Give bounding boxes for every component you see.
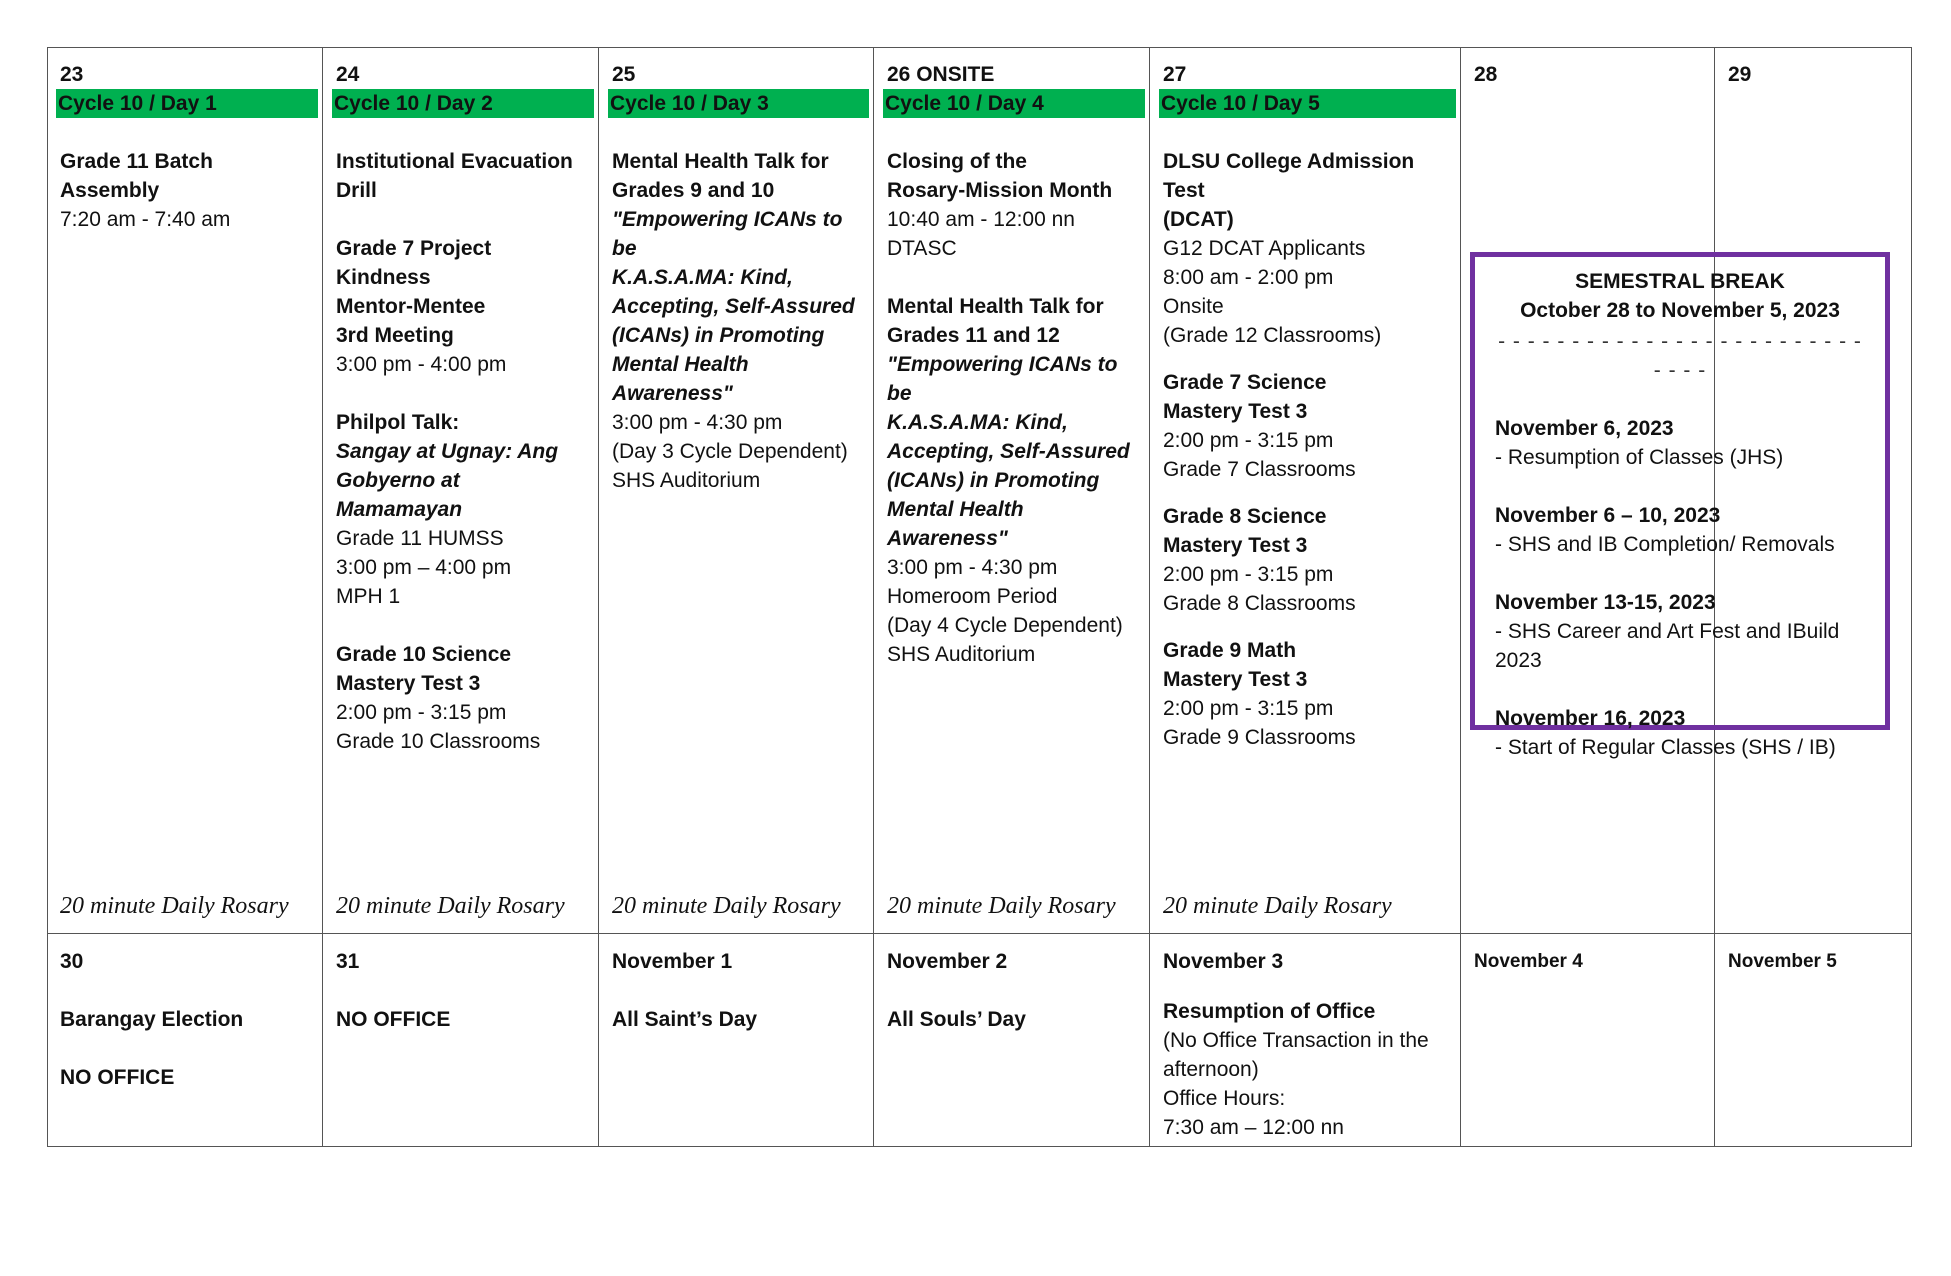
event-subtitle: Awareness" [612, 382, 733, 405]
day-cell-nov-1 [600, 935, 873, 1145]
event-audience: Grade 11 HUMSS [336, 527, 504, 550]
break-item [1495, 414, 1865, 472]
event-time: 3:00 pm – 4:00 pm [336, 556, 512, 579]
event [612, 147, 861, 495]
event-title: Grade 9 Math [1163, 639, 1297, 662]
event-title: NO OFFICE [60, 1066, 175, 1089]
event-venue: (Grade 12 Classrooms) [1163, 324, 1382, 347]
semestral-break-box [1470, 252, 1890, 759]
event-time: 2:00 pm - 3:15 pm [1163, 697, 1334, 720]
column-divider [322, 48, 323, 1146]
break-item-desc: - SHS Career and Art Fest and IBuild 2023 [1495, 620, 1840, 672]
day-cell-24 [324, 48, 598, 933]
event [336, 147, 586, 205]
daily-rosary-note: 20 minute Daily Rosary [887, 893, 1116, 919]
day-cell-nov-3 [1151, 935, 1460, 1145]
row-divider [48, 933, 1911, 934]
break-item-date: November 13-15, 2023 [1495, 591, 1716, 614]
event-title: Grade 10 Science [336, 643, 512, 666]
event-subtitle: (ICANs) in Promoting [887, 469, 1100, 492]
event [336, 1005, 586, 1034]
event [1163, 368, 1448, 484]
day-cell-nov-2 [875, 935, 1149, 1145]
day-number: November 1 [612, 950, 733, 973]
event [887, 292, 1137, 669]
event-title: Mental Health Talk for [887, 295, 1104, 318]
event [1163, 147, 1448, 350]
day-number: 26 ONSITE [887, 63, 995, 86]
break-item-date: November 16, 2023 [1495, 707, 1686, 730]
day-number: 31 [336, 950, 360, 973]
column-divider [873, 48, 874, 1146]
event-title: All Souls’ Day [887, 1008, 1026, 1031]
office-hours-time: 7:30 am – 12:00 nn [1163, 1116, 1344, 1139]
event-subtitle: "Empowering ICANs to be [612, 208, 843, 260]
break-title: SEMESTRAL BREAK [1575, 270, 1785, 293]
event [60, 147, 310, 234]
event [1163, 502, 1448, 618]
event-time: 2:00 pm - 3:15 pm [336, 701, 507, 724]
event-title: Barangay Election [60, 1008, 244, 1031]
event-note: (Day 3 Cycle Dependent) [612, 440, 848, 463]
day-number: 27 [1163, 63, 1187, 86]
event-period: Homeroom Period [887, 585, 1058, 608]
event-title: Grade 8 Science [1163, 505, 1327, 528]
event [1163, 997, 1448, 1142]
event-title: 3rd Meeting [336, 324, 454, 347]
day-cell-23 [48, 48, 322, 933]
event-title: Philpol Talk: [336, 411, 460, 434]
event-subtitle: Gobyerno at [336, 469, 460, 492]
event-subtitle: Mental Health [612, 353, 749, 376]
event-title: Mastery Test 3 [1163, 400, 1308, 423]
event-title: Mastery Test 3 [336, 672, 481, 695]
break-item-date: November 6, 2023 [1495, 417, 1674, 440]
event-subtitle: Accepting, Self-Assured [612, 295, 855, 318]
event-note: (Day 4 Cycle Dependent) [887, 614, 1123, 637]
event-venue: Grade 8 Classrooms [1163, 592, 1356, 615]
break-item [1495, 501, 1865, 559]
event-subtitle: "Empowering ICANs to be [887, 353, 1118, 405]
event-title: Closing of the [887, 150, 1027, 173]
cycle-day-label: Cycle 10 / Day 2 [332, 89, 594, 118]
event-time: 2:00 pm - 3:15 pm [1163, 429, 1334, 452]
day-cell-30 [48, 935, 322, 1145]
divider: - - - - - - - - - - - - - - - - - - - - - - - - - - - - - [1498, 330, 1862, 382]
event-venue: MPH 1 [336, 585, 401, 608]
event [336, 408, 586, 611]
event-title: NO OFFICE [336, 1008, 451, 1031]
day-number: 25 [612, 63, 636, 86]
day-number: 24 [336, 63, 360, 86]
event-title: Mental Health Talk for [612, 150, 829, 173]
event-title: Grade 7 Project Kindness [336, 237, 492, 289]
event-note: (No Office Transaction in the [1163, 1029, 1429, 1052]
day-cell-27 [1151, 48, 1460, 933]
event-subtitle: K.A.S.A.MA: Kind, [887, 411, 1068, 434]
event-time: 8:00 am - 2:00 pm [1163, 266, 1334, 289]
office-hours-label: Office Hours: [1163, 1087, 1286, 1110]
daily-rosary-note: 20 minute Daily Rosary [60, 893, 289, 919]
daily-rosary-note: 20 minute Daily Rosary [612, 893, 841, 919]
event-venue: DTASC [887, 237, 957, 260]
daily-rosary-note: 20 minute Daily Rosary [336, 893, 565, 919]
event [612, 1005, 861, 1034]
event-time: 2:00 pm - 3:15 pm [1163, 563, 1334, 586]
event-title: Drill [336, 179, 377, 202]
column-divider [1460, 48, 1461, 1146]
event-time: 3:00 pm - 4:30 pm [612, 411, 783, 434]
day-number: November 2 [887, 950, 1008, 973]
day-number: November 3 [1163, 950, 1284, 973]
day-number: November 4 [1474, 951, 1583, 972]
event-venue: Grade 7 Classrooms [1163, 458, 1356, 481]
day-cell-nov-4 [1462, 935, 1714, 1145]
event-time: 10:40 am - 12:00 nn [887, 208, 1075, 231]
event-note: afternoon) [1163, 1058, 1259, 1081]
break-item-desc: - SHS and IB Completion/ Removals [1495, 533, 1835, 556]
column-divider [1149, 48, 1150, 1146]
break-item [1495, 588, 1865, 675]
day-number: November 5 [1728, 951, 1837, 972]
event-venue: SHS Auditorium [887, 643, 1036, 666]
event-subtitle: K.A.S.A.MA: Kind, [612, 266, 793, 289]
event-title: Mastery Test 3 [1163, 534, 1308, 557]
event-title: Rosary-Mission Month [887, 179, 1113, 202]
cycle-day-label: Cycle 10 / Day 3 [608, 89, 869, 118]
event [887, 147, 1137, 263]
event-subtitle: (ICANs) in Promoting [612, 324, 825, 347]
event-title: Mastery Test 3 [1163, 668, 1308, 691]
event [60, 1063, 310, 1092]
event-title: DLSU College Admission Test [1163, 150, 1415, 202]
event-title: Grade 11 Batch Assembly [60, 150, 213, 202]
event [336, 640, 586, 756]
event-title: Grades 11 and 12 [887, 324, 1060, 347]
day-number: 29 [1728, 63, 1752, 86]
day-number: 23 [60, 63, 84, 86]
event-title: All Saint’s Day [612, 1008, 758, 1031]
cycle-day-label: Cycle 10 / Day 1 [56, 89, 318, 118]
event-subtitle: Mental Health [887, 498, 1024, 521]
break-range: October 28 to November 5, 2023 [1520, 299, 1840, 322]
cycle-day-label: Cycle 10 / Day 5 [1159, 89, 1456, 118]
event-venue: Grade 10 Classrooms [336, 730, 541, 753]
daily-rosary-note: 20 minute Daily Rosary [1163, 893, 1392, 919]
event-time: 7:20 am - 7:40 am [60, 208, 231, 231]
break-item-date: November 6 – 10, 2023 [1495, 504, 1721, 527]
event-title: Mentor-Mentee [336, 295, 486, 318]
day-cell-26 [875, 48, 1149, 933]
event-time: 3:00 pm - 4:00 pm [336, 353, 507, 376]
event-venue: Grade 9 Classrooms [1163, 726, 1356, 749]
event-subtitle: Sangay at Ugnay: Ang [336, 440, 559, 463]
event-venue: SHS Auditorium [612, 469, 761, 492]
event [60, 1005, 310, 1034]
column-divider [598, 48, 599, 1146]
event-subtitle: Awareness" [887, 527, 1008, 550]
break-item-desc: - Start of Regular Classes (SHS / IB) [1495, 736, 1836, 759]
event-title: Grade 7 Science [1163, 371, 1327, 394]
event-time: 3:00 pm - 4:30 pm [887, 556, 1058, 579]
event-subtitle: Accepting, Self-Assured [887, 440, 1130, 463]
day-number: 28 [1474, 63, 1498, 86]
break-item-desc: - Resumption of Classes (JHS) [1495, 446, 1784, 469]
event-audience: G12 DCAT Applicants [1163, 237, 1366, 260]
break-item [1495, 704, 1865, 762]
event-subtitle: Mamamayan [336, 498, 463, 521]
event [336, 234, 586, 379]
event-mode: Onsite [1163, 295, 1224, 318]
event-title: (DCAT) [1163, 208, 1234, 231]
event [887, 1005, 1137, 1034]
event-title: Grades 9 and 10 [612, 179, 775, 202]
event [1163, 636, 1448, 752]
day-number: 30 [60, 950, 84, 973]
event-title: Institutional Evacuation [336, 150, 573, 173]
day-cell-25 [600, 48, 873, 933]
day-cell-31 [324, 935, 598, 1145]
cycle-day-label: Cycle 10 / Day 4 [883, 89, 1145, 118]
day-cell-nov-5 [1716, 935, 1911, 1145]
event-title: Resumption of Office [1163, 1000, 1376, 1023]
